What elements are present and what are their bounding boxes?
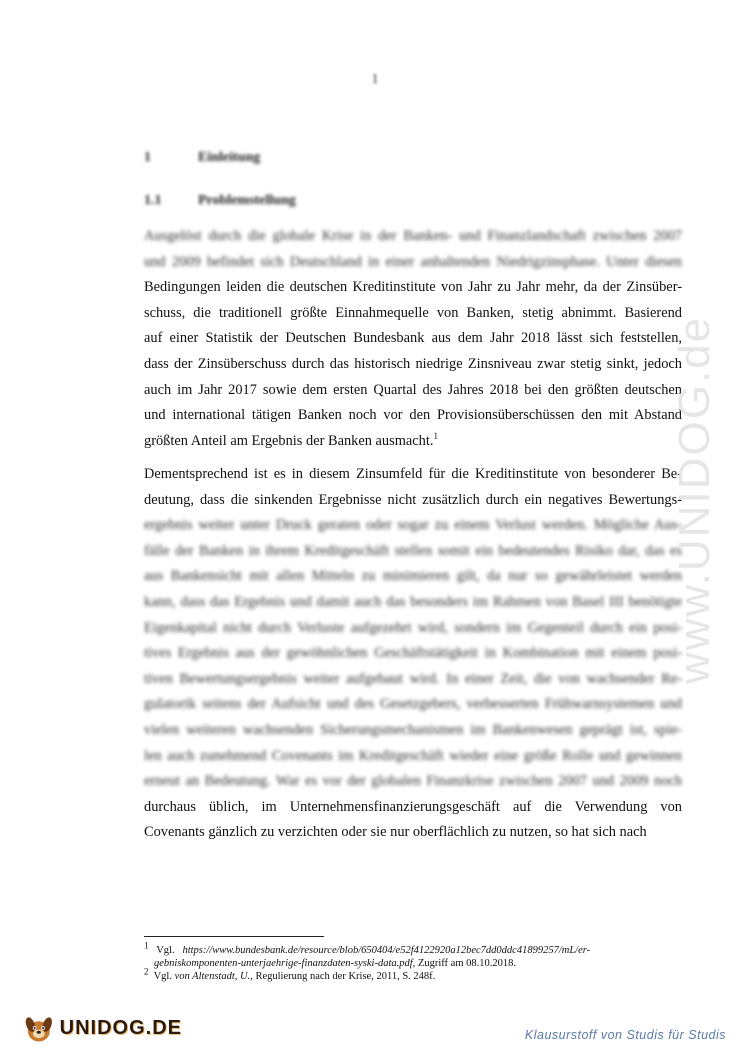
paragraph-1-line-text: und 2009 befindet sich Deutschland in einer anhaltenden Niedrigzinsphase. Unter diesen xyxy=(144,253,682,270)
paragraph-2 xyxy=(144,462,682,846)
paragraph-1-line-text: Bedingungen leiden die deutschen Kreditinstitute von Jahr zu Jahr mehr, da der Zinsüber- xyxy=(144,279,682,296)
paragraph-2-line-text: tives Ergebnis aus der gewöhnlichen Geschäftstätigkeit in Kombination mit einem posi- xyxy=(144,645,682,662)
section-title: Problemstellung xyxy=(198,193,296,208)
paragraph-2-line xyxy=(144,513,682,539)
footnote-1-cont xyxy=(144,957,684,970)
paragraph-2-line-text: tiven Bewertungsergebnis weiter aufgebaut wird. In einer Zeit, die von wachsender Re- xyxy=(144,670,682,687)
paragraph-1-line xyxy=(144,352,682,378)
paragraph-2-line xyxy=(144,718,682,744)
chapter-title: Einleitung xyxy=(198,150,261,165)
section-heading xyxy=(144,193,296,209)
paragraph-2-line-text: gulatorik seitens der Aufsicht und des Gesetzgebers, verbesserten Frühwarnsystemen und xyxy=(144,696,682,713)
paragraph-2-line xyxy=(144,462,682,488)
paragraph-2-line xyxy=(144,539,682,565)
paragraph-2-line-text: vielen weiteren wachsenden Sicherungsmechanismen im Bankenwesen geprägt ist, spie- xyxy=(144,721,682,738)
paragraph-1-line xyxy=(144,275,682,301)
footnote-2-rest: , Regulierung nach der Krise, 2011, S. 248f. xyxy=(250,971,436,982)
paragraph-2-line xyxy=(144,564,682,590)
paragraph-1-line-text: Ausgelöst durch die globale Krise in der Banken- und Finanzlandschaft zwischen 2007 xyxy=(144,228,682,244)
paragraph-1-line xyxy=(144,403,682,429)
paragraph-2-line-text: kann, dass das Ergebnis und damit auch das besonders im Rahmen von Basel III benötigte xyxy=(144,593,682,610)
paragraph-1-line-text: größten Anteil am Ergebnis der Banken ausmacht. xyxy=(144,432,434,449)
watermark xyxy=(665,270,725,730)
chapter-heading xyxy=(144,150,260,166)
footnote-2-prefix: Vgl. xyxy=(153,971,172,982)
chapter-number: 1 xyxy=(144,150,151,165)
watermark-text: www.UNIDOG.de xyxy=(670,315,720,685)
paragraph-2-line xyxy=(144,616,682,642)
tagline: Klausurstoff von Studis für Studis xyxy=(524,1028,726,1042)
unidog-logo xyxy=(22,1008,182,1048)
paragraph-2-line-text: Dementsprechend ist es in diesem Zinsumfeld für die Kreditinstitute von besonderer Be- xyxy=(144,466,682,482)
footnote-1 xyxy=(144,940,684,957)
footnote-1-access: Zugriff am 08.10.2018. xyxy=(417,958,516,969)
paragraph-2-line-text: fälle der Banken in ihrem Kreditgeschäft stellen somit ein bedeutendes Risiko dar, das es xyxy=(144,542,682,559)
paragraph-1-line xyxy=(144,301,682,327)
paragraph-2-line xyxy=(144,744,682,770)
footnote-2-author: von Altenstadt, U. xyxy=(174,971,251,982)
footnote-1-mark: 1 xyxy=(144,940,149,951)
paragraph-2-line-text: erneut an Bedeutung. War es vor der globalen Finanzkrise zwischen 2007 und 2009 noch xyxy=(144,773,682,790)
footnote-1-prefix: Vgl. xyxy=(156,945,175,956)
paragraph-1-line xyxy=(144,429,682,455)
footnotes xyxy=(144,940,684,983)
footnote-1-url: https://www.bundesbank.de/resource/blob/650404/e52f4122920a12bec7dd0ddc41899257/mL/er- xyxy=(182,945,591,956)
paragraph-2-line-text: aus Bankensicht mit allen Mitteln zu minimieren gilt, da nur so gewährleistet werden xyxy=(144,568,682,585)
paragraph-2-line xyxy=(144,667,682,693)
dog-logo-icon xyxy=(22,1009,56,1047)
footnote-reference: 1 xyxy=(433,430,438,441)
paragraph-1-line-text: und international tätigen Banken noch vor den Provisionsüberschüssen den mit Abstand xyxy=(144,407,682,424)
paragraph-2-line xyxy=(144,769,682,795)
paragraph-1-line xyxy=(144,224,682,250)
paragraph-2-line-text: durchaus üblich, im Unternehmensfinanzierungsgeschäft auf die Verwendung von xyxy=(144,798,682,815)
paragraph-2-line xyxy=(144,590,682,616)
paragraph-2-line xyxy=(144,488,682,514)
paragraph-2-line-text: len auch zunehmend Covenants im Kreditgeschäft wieder eine größe Rolle und gewinnen xyxy=(144,747,682,764)
footnote-2-mark: 2 xyxy=(144,966,149,977)
paragraph-1-line xyxy=(144,250,682,276)
paragraph-2-line xyxy=(144,692,682,718)
page-number: 1 xyxy=(371,72,379,87)
paragraph-1-line-text: schuss, die traditionell größte Einnahmequelle von Banken, stetig abnimmt. Basierend xyxy=(144,304,682,321)
paragraph-2-line-text: Eigenkapital nicht durch Verluste aufgezehrt wird, sondern im Gegenteil durch ein posi- xyxy=(144,619,682,636)
footnote-2 xyxy=(144,966,684,983)
paragraph-1-line-text: auch im Jahr 2017 sowie dem ersten Quartal des Jahres 2018 bei den größten deutschen xyxy=(144,381,682,398)
paragraph-2-line-text: deutung, dass die sinkenden Ergebnisse nicht zusätzlich durch ein negatives Bewertungs- xyxy=(144,491,682,508)
paragraph-1-line-text: dass der Zinsüberschuss durch das historisch niedrige Zinsniveau zwar stetig sinkt, jedoch xyxy=(144,355,682,372)
paragraph-2-line xyxy=(144,795,682,821)
paragraph-1-line xyxy=(144,326,682,352)
footnote-divider xyxy=(144,936,324,937)
paragraph-1-line-text: auf einer Statistik der Deutschen Bundesbank aus dem Jahr 2018 lässt sich feststellen, xyxy=(144,330,682,347)
paragraph-2-line-text: Covenants gänzlich zu verzichten oder sie nur oberflächlich zu nutzen, so hat sich nach xyxy=(144,824,647,841)
paragraph-2-line-text: ergebnis weiter unter Druck geraten oder sogar zu einem Verlust werden. Mögliche Aus- xyxy=(144,517,682,534)
paragraph-2-line xyxy=(144,820,682,846)
paragraph-1 xyxy=(144,224,682,454)
footnote-1-url-cont: gebniskomponenten-unterjaehrige-finanzdaten-syski-data.pdf, xyxy=(154,958,416,969)
paragraph-1-line xyxy=(144,378,682,404)
paragraph-2-line xyxy=(144,641,682,667)
section-number: 1.1 xyxy=(144,193,162,208)
logo-text: UNIDOG.DE xyxy=(59,1016,182,1039)
